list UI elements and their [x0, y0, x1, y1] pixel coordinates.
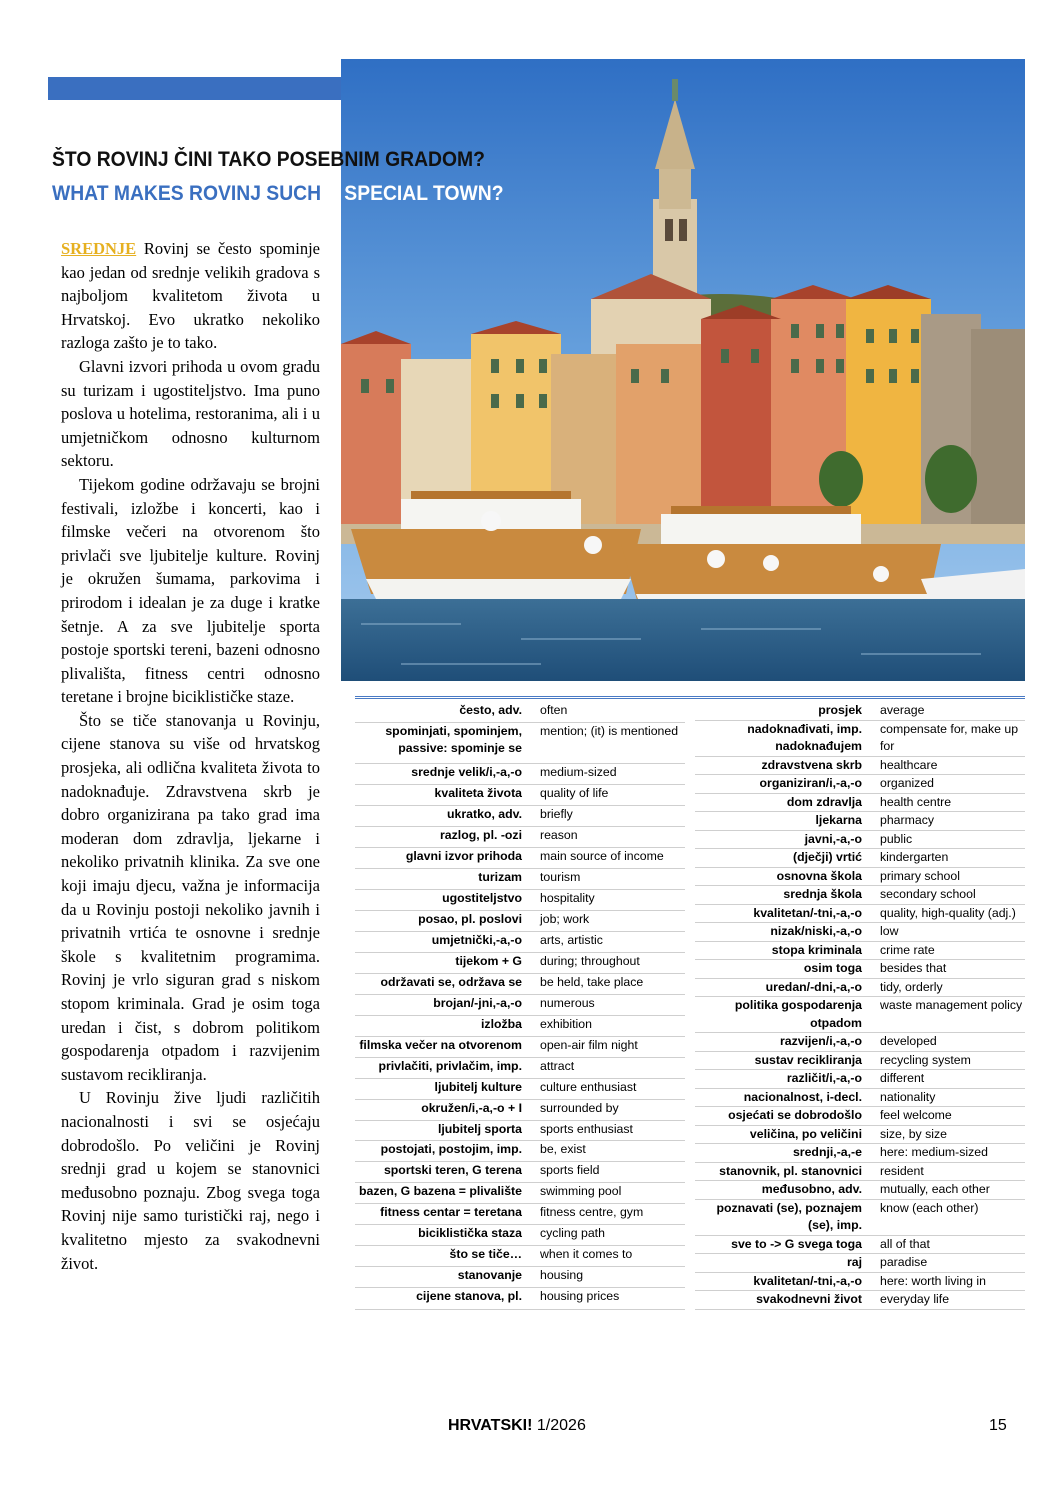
level-label: SREDNJE: [61, 239, 137, 258]
glossary-translation: be, exist: [540, 1141, 685, 1162]
glossary-term: nizak/niski,-a,-o: [695, 923, 880, 942]
glossary-translation: during; throughout: [540, 952, 685, 973]
glossary-term: prosjek: [695, 702, 880, 720]
glossary-row: [695, 1254, 1025, 1273]
glossary-row: [355, 702, 685, 722]
glossary-translation: waste management policy: [880, 997, 1025, 1033]
glossary-term: održavati se, održava se: [355, 973, 540, 994]
glossary-translation: all of that: [880, 1235, 1025, 1254]
title-english-part2: A SPECIAL TOWN?: [321, 182, 504, 205]
glossary-row: [355, 1162, 685, 1183]
article-paragraph: Što se tiče stanovanja u Rovinju, cijene stanova su više od hrvatskog prosjeka, ali odlična kvaliteta života to nadoknađuje. Zdravstvena skrb je dobro organizirana pa tako grad ima moderan dom zdravlja, ljekarne i nekoliko privatnih klinika. Za sve one koji imaju djecu, važna je informacija da u Rovinju postoji nekoliko javnih i privatnih vrtića te osnovne i srednje škole s kvalitetnim programima. Rovinj je vrlo siguran grad s niskom stopom kriminala. Grad je osim toga uredan i čist, s dobrom politikom gospodarenja otpadom i razvijenim sustavom recikliranja.: [61, 710, 320, 1084]
article-paragraph: [61, 237, 320, 355]
glossary-translation: besides that: [880, 960, 1025, 979]
glossary-translation: be held, take place: [540, 973, 685, 994]
glossary-term: kvaliteta života: [355, 784, 540, 805]
glossary-translation: nationality: [880, 1088, 1025, 1107]
magazine-title: HRVATSKI!: [448, 1417, 533, 1434]
glossary-translation: sports field: [540, 1162, 685, 1183]
glossary-row: [695, 1235, 1025, 1254]
glossary-row: [355, 910, 685, 931]
article-title-english: [52, 182, 504, 206]
glossary-term: ljekarna: [695, 812, 880, 831]
glossary-term: srednja škola: [695, 886, 880, 905]
glossary-row: [695, 997, 1025, 1033]
glossary-translation: sports enthusiast: [540, 1120, 685, 1141]
glossary-row: [355, 1267, 685, 1288]
glossary-translation: here: worth living in: [880, 1272, 1025, 1291]
glossary-translation: average: [880, 702, 1025, 720]
glossary-term: sve to -> G svega toga: [695, 1235, 880, 1254]
glossary-row: [355, 805, 685, 826]
glossary-term: posao, pl. poslovi: [355, 910, 540, 931]
glossary-row: [355, 1204, 685, 1225]
glossary-row: [695, 793, 1025, 812]
glossary-row: [695, 756, 1025, 775]
glossary-term: politika gospodarenja otpadom: [695, 997, 880, 1033]
glossary-translation: public: [880, 830, 1025, 849]
glossary-term: dom zdravlja: [695, 793, 880, 812]
glossary-translation: job; work: [540, 910, 685, 931]
glossary-rule: [355, 696, 1025, 699]
glossary-translation: numerous: [540, 994, 685, 1015]
glossary-translation: here: medium-sized: [880, 1144, 1025, 1163]
glossary-row: [355, 868, 685, 889]
glossary-term: raj: [695, 1254, 880, 1273]
glossary-term: fitness centar = teretana: [355, 1204, 540, 1225]
article-paragraph: U Rovinju žive ljudi različitih nacionalnosti i svi se osjećaju dobrodošlo. Po veličini je Rovinj srednji grad u kojem se stanovnici međusobno poznaju. Zbog svega toga Rovinj nije samo turistički raj, nego i kvalitetno mjesto za svakodnevni život.: [61, 1088, 320, 1273]
glossary-translation: quality, high-quality (adj.): [880, 904, 1025, 923]
glossary-term: poznavati (se), poznajem (se), imp.: [695, 1199, 880, 1235]
glossary-translation: pharmacy: [880, 812, 1025, 831]
glossary-row: [695, 904, 1025, 923]
glossary-row: [695, 886, 1025, 905]
glossary-row: [695, 1199, 1025, 1235]
glossary-term: osnovna škola: [695, 867, 880, 886]
glossary-row: [695, 1181, 1025, 1200]
glossary-term: (dječji) vrtić: [695, 849, 880, 868]
glossary-translation: tourism: [540, 868, 685, 889]
glossary-row: [355, 763, 685, 784]
glossary-row: [695, 1088, 1025, 1107]
glossary-row: [355, 1120, 685, 1141]
glossary-row: [695, 720, 1025, 756]
glossary-term: spominjati, spominjem, passive: spominje se: [355, 722, 540, 763]
glossary-translation: everyday life: [880, 1291, 1025, 1310]
glossary-table-left: [355, 702, 685, 1310]
glossary-term: stopa kriminala: [695, 941, 880, 960]
paragraph-text: Rovinj se često spominje kao jedan od srednje velikih gradova s najboljom kvalitetom života u Hrvatskoj. Evo ukratko nekoliko razloga zašto je to tako.: [61, 239, 320, 353]
article-paragraph: Glavni izvori prihoda u ovom gradu su turizam i ugostiteljstvo. Ima puno poslova u hotelima, restoranima, ali i u umjetničkom odnosno kulturnom sektoru.: [61, 356, 320, 471]
glossary-term: razvijen/i,-a,-o: [695, 1033, 880, 1052]
glossary-term: postojati, postojim, imp.: [355, 1141, 540, 1162]
glossary-term: okružen/i,-a,-o + I: [355, 1099, 540, 1120]
glossary-translation: fitness centre, gym: [540, 1204, 685, 1225]
glossary-term: razlog, pl. -ozi: [355, 826, 540, 847]
glossary-term: cijene stanova, pl.: [355, 1288, 540, 1309]
glossary-term: bazen, G bazena = plivalište: [355, 1183, 540, 1204]
glossary-term: ugostiteljstvo: [355, 889, 540, 910]
glossary-term: glavni izvor prihoda: [355, 847, 540, 868]
article-title-croatian: ŠTO ROVINJ ČINI TAKO POSEBNIM GRADOM?: [52, 148, 485, 171]
glossary-term: stanovnik, pl. stanovnici: [695, 1162, 880, 1181]
glossary-translation: low: [880, 923, 1025, 942]
glossary-row: [695, 978, 1025, 997]
glossary-row: [695, 812, 1025, 831]
glossary-row: [355, 722, 685, 763]
glossary-translation: tidy, orderly: [880, 978, 1025, 997]
glossary-term: biciklistička staza: [355, 1225, 540, 1246]
glossary-term: filmska večer na otvorenom: [355, 1036, 540, 1057]
magazine-name: [448, 1417, 586, 1435]
glossary-translation: different: [880, 1070, 1025, 1089]
glossary-row: [695, 923, 1025, 942]
glossary-row: [695, 702, 1025, 720]
glossary-translation: when it comes to: [540, 1246, 685, 1267]
glossary-row: [355, 889, 685, 910]
glossary-term: često, adv.: [355, 702, 540, 722]
glossary-row: [355, 1057, 685, 1078]
glossary-translation: know (each other): [880, 1199, 1025, 1235]
glossary-row: [355, 1225, 685, 1246]
glossary-table-right: [695, 702, 1025, 1310]
glossary-translation: surrounded by: [540, 1099, 685, 1120]
glossary-translation: hospitality: [540, 889, 685, 910]
glossary-translation: organized: [880, 775, 1025, 794]
glossary-row: [695, 1162, 1025, 1181]
glossary-term: nadoknađivati, imp. nadoknađujem: [695, 720, 880, 756]
glossary-term: sustav recikliranja: [695, 1051, 880, 1070]
glossary-translation: quality of life: [540, 784, 685, 805]
glossary-row: [355, 1015, 685, 1036]
glossary-row: [695, 960, 1025, 979]
glossary-row: [355, 994, 685, 1015]
glossary-row: [695, 1125, 1025, 1144]
glossary-row: [695, 1272, 1025, 1291]
glossary-translation: mention; (it) is mentioned: [540, 722, 685, 763]
glossary-translation: crime rate: [880, 941, 1025, 960]
article-body: [61, 237, 320, 1275]
glossary-translation: feel welcome: [880, 1107, 1025, 1126]
glossary-row: [355, 784, 685, 805]
glossary-term: javni,-a,-o: [695, 830, 880, 849]
glossary-term: kvalitetan/-tni,-a,-o: [695, 1272, 880, 1291]
glossary-translation: secondary school: [880, 886, 1025, 905]
glossary-row: [695, 1070, 1025, 1089]
glossary-translation: often: [540, 702, 685, 722]
glossary-translation: housing prices: [540, 1288, 685, 1309]
glossary-translation: health centre: [880, 793, 1025, 812]
glossary-row: [695, 941, 1025, 960]
glossary-term: sportski teren, G terena: [355, 1162, 540, 1183]
glossary-translation: compensate for, make up for: [880, 720, 1025, 756]
issue-number: 1/2026: [532, 1417, 586, 1434]
glossary-term: privlačiti, privlačim, imp.: [355, 1057, 540, 1078]
glossary-term: nacionalnost, i-decl.: [695, 1088, 880, 1107]
glossary-translation: exhibition: [540, 1015, 685, 1036]
glossary-row: [355, 1288, 685, 1309]
glossary-row: [355, 1078, 685, 1099]
glossary-translation: swimming pool: [540, 1183, 685, 1204]
glossary-term: osjećati se dobrodošlo: [695, 1107, 880, 1126]
glossary-row: [695, 1033, 1025, 1052]
glossary-translation: briefly: [540, 805, 685, 826]
glossary-translation: paradise: [880, 1254, 1025, 1273]
glossary-term: osim toga: [695, 960, 880, 979]
glossary-term: izložba: [355, 1015, 540, 1036]
glossary-translation: developed: [880, 1033, 1025, 1052]
glossary-row: [355, 1183, 685, 1204]
glossary-translation: housing: [540, 1267, 685, 1288]
glossary-translation: healthcare: [880, 756, 1025, 775]
glossary-row: [355, 973, 685, 994]
glossary-row: [355, 1246, 685, 1267]
glossary-term: svakodnevni život: [695, 1291, 880, 1310]
glossary-term: zdravstvena skrb: [695, 756, 880, 775]
glossary-term: organiziran/i,-a,-o: [695, 775, 880, 794]
glossary-row: [695, 775, 1025, 794]
glossary-term: turizam: [355, 868, 540, 889]
glossary-row: [355, 1099, 685, 1120]
glossary-translation: recycling system: [880, 1051, 1025, 1070]
glossary-row: [355, 826, 685, 847]
glossary-term: stanovanje: [355, 1267, 540, 1288]
glossary-row: [695, 867, 1025, 886]
glossary-term: ukratko, adv.: [355, 805, 540, 826]
page-number: 15: [989, 1417, 1007, 1434]
glossary-translation: primary school: [880, 867, 1025, 886]
glossary-row: [355, 952, 685, 973]
glossary-translation: open-air film night: [540, 1036, 685, 1057]
glossary-row: [695, 830, 1025, 849]
glossary-term: srednji,-a,-e: [695, 1144, 880, 1163]
glossary-translation: medium-sized: [540, 763, 685, 784]
vocabulary-glossary: [355, 696, 1025, 1310]
glossary-translation: culture enthusiast: [540, 1078, 685, 1099]
glossary-row: [355, 931, 685, 952]
glossary-translation: reason: [540, 826, 685, 847]
glossary-translation: arts, artistic: [540, 931, 685, 952]
glossary-row: [695, 849, 1025, 868]
glossary-term: tijekom + G: [355, 952, 540, 973]
glossary-translation: attract: [540, 1057, 685, 1078]
glossary-term: međusobno, adv.: [695, 1181, 880, 1200]
glossary-row: [695, 1051, 1025, 1070]
title-english-part1: WHAT MAKES ROVINJ SUCH: [52, 182, 322, 205]
glossary-term: ljubitelj sporta: [355, 1120, 540, 1141]
glossary-row: [355, 1141, 685, 1162]
glossary-row: [695, 1144, 1025, 1163]
article-paragraph: Tijekom godine održavaju se brojni festivali, izložbe i koncerti, kao i filmske večeri na otvorenom što privlači sve ljubitelje kulture. Rovinj je okružen šumama, parkovima i prirodom i idealan je za duge i kratke šetnje. A za sve ljubitelje sporta postoje sportski tereni, bazeni odnosno plivališta, fitness centri odnosno teretane i brojne biciklističke staze.: [61, 474, 320, 707]
glossary-row: [695, 1291, 1025, 1310]
glossary-translation: resident: [880, 1162, 1025, 1181]
glossary-translation: cycling path: [540, 1225, 685, 1246]
glossary-term: ljubitelj kulture: [355, 1078, 540, 1099]
glossary-translation: main source of income: [540, 847, 685, 868]
glossary-term: uredan/-dni,-a,-o: [695, 978, 880, 997]
glossary-term: veličina, po veličini: [695, 1125, 880, 1144]
glossary-row: [695, 1107, 1025, 1126]
glossary-term: brojan/-jni,-a,-o: [355, 994, 540, 1015]
glossary-row: [355, 1036, 685, 1057]
glossary-translation: size, by size: [880, 1125, 1025, 1144]
glossary-term: različit/i,-a,-o: [695, 1070, 880, 1089]
glossary-translation: mutually, each other: [880, 1181, 1025, 1200]
glossary-translation: kindergarten: [880, 849, 1025, 868]
glossary-term: što se tiče…: [355, 1246, 540, 1267]
glossary-term: kvalitetan/-tni,-a,-o: [695, 904, 880, 923]
glossary-term: srednje velik/i,-a,-o: [355, 763, 540, 784]
glossary-term: umjetnički,-a,-o: [355, 931, 540, 952]
glossary-row: [355, 847, 685, 868]
